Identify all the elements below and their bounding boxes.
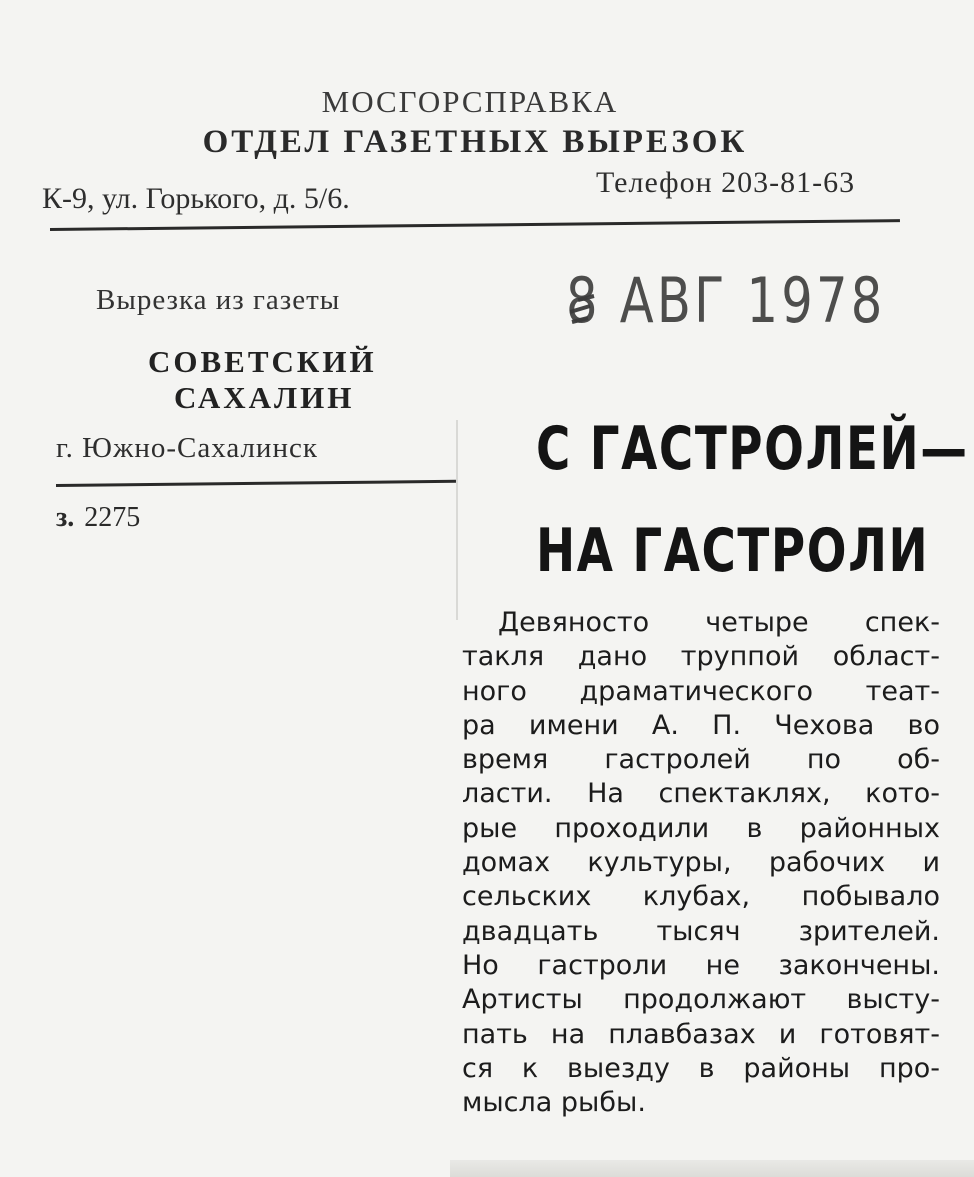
clipping-edge	[456, 420, 458, 620]
article-line: время гастролей по об-	[462, 744, 940, 776]
source-divider	[56, 480, 456, 487]
order-prefix: з.	[56, 502, 75, 533]
article-line: ного драматического теат-	[462, 675, 940, 707]
article-line: ра имени А. П. Чехова во	[462, 709, 940, 741]
department-name: ОТДЕЛ ГАЗЕТНЫХ ВЫРЕЗОК	[202, 124, 748, 160]
order-value: 2275	[84, 502, 141, 533]
agency-name: МОСГОРСПРАВКА	[321, 84, 619, 119]
article-line: двадцать тысяч зрителей.	[462, 915, 940, 947]
article-line: мысла рыбы.	[462, 1087, 646, 1119]
article-line: такля дано труппой област-	[462, 641, 940, 673]
article-line: рые проходили в районных	[462, 812, 940, 844]
article-line: ласти. На спектаклях, кото-	[462, 778, 940, 810]
newspaper-name-line1: СОВЕТСКИЙ	[148, 344, 377, 379]
article-line: ся к выезду в районы про-	[462, 1052, 940, 1084]
article-line: Но гастроли не закончены.	[462, 949, 940, 981]
article-headline-line1: С ГАСТРОЛЕЙ—	[536, 414, 969, 484]
header-divider	[50, 219, 900, 231]
agency-phone: Телефон 203-81-63	[596, 166, 856, 199]
newspaper-city: г. Южно-Сахалинск	[56, 432, 318, 464]
article-line: сельских клубах, побывало	[462, 881, 940, 913]
agency-address: К-9, ул. Горького, д. 5/6.	[42, 182, 350, 215]
clipping-label: Вырезка из газеты	[96, 284, 341, 316]
date-stamp: 8 АВГ 1978	[566, 264, 886, 337]
article-headline-line2: НА ГАСТРОЛИ	[536, 516, 930, 586]
article-line: домах культуры, рабочих и	[462, 847, 940, 879]
article-line: Девяносто четыре спек-	[498, 607, 940, 638]
order-number	[56, 502, 140, 534]
article-body	[462, 606, 940, 1120]
newspaper-name-line2: САХАЛИН	[174, 380, 355, 415]
clipping-bottom-edge	[450, 1160, 974, 1177]
article-line: пать на плавбазах и готовят-	[462, 1018, 940, 1050]
article-line: Артисты продолжают высту-	[462, 984, 940, 1016]
